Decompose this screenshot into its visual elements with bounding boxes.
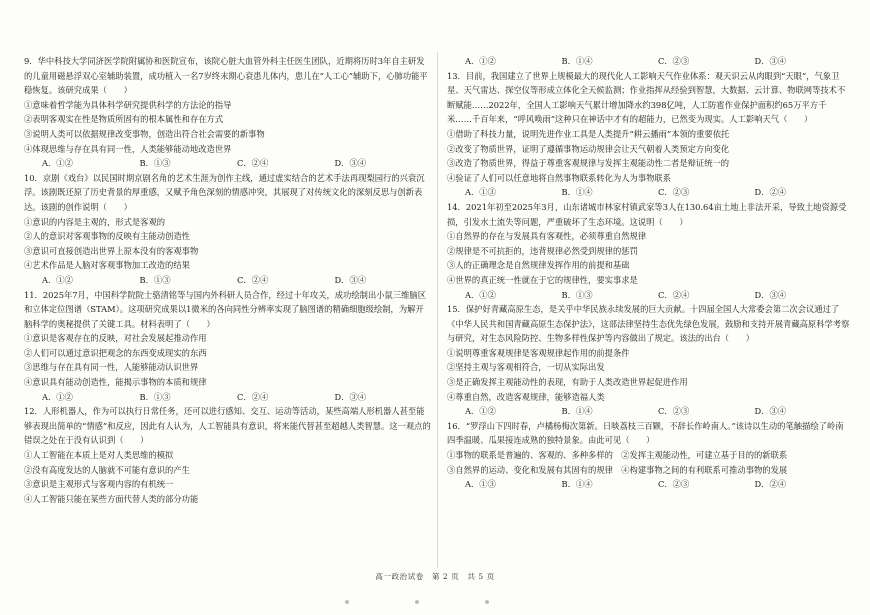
statement-item: ①意识是客观存在的反映，对社会发展起推动作用 (24, 333, 207, 344)
statement-item: ①人工智能在本质上是对人类思维的模拟 (24, 450, 174, 461)
question-stem: 16．“罗浮山下四时春，卢橘杨梅次第新。日啖荔枝三百颗，不辞长作岭南人。”该诗以生动的笔触描绘了岭南四季温暖、瓜果接连成熟的独特景象。由此可见（ ） (447, 420, 844, 446)
answer-option[interactable]: B．①④ (561, 479, 593, 490)
right-column (447, 54, 851, 492)
statement-item: ②没有高度发达的人脑就不可能有意识的产生 (24, 464, 190, 475)
answer-option[interactable]: B．①③ (139, 158, 171, 169)
answer-option[interactable]: A．①③ (465, 479, 496, 490)
answer-options (24, 156, 432, 171)
question-block (447, 302, 851, 419)
answer-options (447, 288, 851, 303)
column-divider (437, 52, 438, 568)
question-stem: 15．保护好青藏高原生态，是关乎中华民族永续发展的巨大贡献。十四届全国人大常委会第二次会议通过了《中华人民共和国青藏高原生态保护法》，这部法律坚持生态优先绿色发展，鼓励和支持开展青藏高原科学考察与研究，对生态风险防控、生物多样性保护等内容做出了规定。该法的出台（ ） (447, 304, 850, 344)
question-block (447, 69, 851, 200)
answer-option[interactable]: D．②④ (754, 187, 787, 198)
answer-option[interactable]: D．③④ (334, 274, 367, 285)
statement-item: ①事物的联系是普遍的、客观的、多种多样的 ②发挥主观能动性，可建立基于目的的新联系 (447, 450, 788, 461)
question-stem: 11．2025年7月，中国科学院院士骆清铭等与国内外科研人员合作，经过十年攻关，成功绘制出小鼠三维脑区和立体定位图谱（STAM）。这项研究成果以1微米的各向同性分辨率实现了脑图谱的精确细胞级绘制，为解开脑科学的奥秘提供了关键工具。材料表明了（ ） (24, 289, 427, 329)
left-column (24, 54, 432, 506)
page-footer: 高一政治试卷 第 2 页 共 5 页 (375, 572, 495, 581)
question-block (447, 200, 851, 302)
statement-item: ②人的意识对客观事物的反映有主能动创造性 (24, 231, 190, 242)
statement-item: ③说明人类可以依据规律改变事物，创造出符合社会需要的新事物 (24, 128, 265, 139)
statement-item: ③意识是主观形式与客观内容的有机统一 (24, 479, 174, 490)
statement-item: ②人们可以通过意识把观念的东西变成现实的东西 (24, 347, 207, 358)
statement-item: ④世界的真正统一性就在于它的规律性，要实事求是 (447, 274, 638, 285)
answer-option[interactable]: B．①④ (561, 187, 593, 198)
answer-option[interactable]: D．②④ (754, 479, 787, 490)
statement-item: ①意味着哲学能为具体科学研究提供科学的方法论的指导 (24, 99, 232, 110)
answer-option[interactable]: A．①② (42, 158, 73, 169)
question-stem: 10．京剧《戏台》以民国时期京剧名角的艺术生涯为创作主线，通过虚实结合的艺术手法再现梨园行的兴衰沉浮。该剧既还原了历史背景的厚重感，又赋予角色深刻的情感冲突，其展现了对传统文化的深刻反思与创新表达。该剧的创作说明（ ） (24, 172, 425, 212)
answer-options (24, 390, 432, 405)
scan-binding-marks (325, 596, 545, 608)
answer-option[interactable]: C．②③ (658, 187, 690, 198)
statement-item: ④意识具有能动创造性，能揭示事物的本质和规律 (24, 377, 207, 388)
answer-options (447, 54, 851, 69)
answer-option[interactable]: B．①③ (139, 391, 171, 402)
statement-item: ①自然界的存在与发展具有客观性，必须尊重自然规律 (447, 231, 647, 242)
question-stem: 9．华中科技大学同济医学院附属协和医院宣布，该院心脏大血管外科主任医生团队，近期将历时3年自主研发的儿童用磁悬浮双心室辅助装置，成功植入一名7岁终末期心衰患儿体内，患儿在“人工心”辅助下，心肺功能平稳恢复。该研究成果（ ） (24, 56, 428, 96)
answer-option[interactable]: A．①② (465, 56, 496, 66)
statement-item: ①借助了科技力量，说明先进作业工具是人类提升“耕云播雨”本领的重要依托 (447, 128, 730, 139)
answer-option[interactable]: B．①④ (561, 56, 593, 66)
answer-option[interactable]: D．③④ (754, 289, 787, 300)
question-stem: 14．2021年初至2025年3月，山东诸城市林家村镇武家等3人在130.64亩土地上非法开采，导致土地资源受损，引发水土流失等问题，严重破坏了生态环境。这说明（ ） (447, 201, 847, 227)
question-stem: 12．人形机器人，作为可以执行日常任务，还可以进行感知、交互、运动等活动，某些高端人形机器人甚至能够表现出简单的“情感”和反应，因此有人认为，人工智能具有意识，将来能代替甚至超越人类智慧。这一观点的错误之处在于没有认识到（ ） (24, 406, 431, 446)
statement-item: ③意识可直接创造出世界上原本没有的客观事物 (24, 245, 199, 256)
answer-option[interactable]: A．①② (465, 289, 496, 300)
question-block (447, 419, 851, 492)
statement-item: ④人工智能只能在某些方面代替人类的部分功能 (24, 493, 199, 504)
answer-option[interactable]: A．①② (465, 406, 496, 417)
question-block (24, 404, 432, 506)
answer-option[interactable]: C．②③ (658, 56, 690, 66)
statement-item: ②改变了物质世界，证明了遵循事物运动规律会让天气朝着人类预定方向变化 (447, 143, 730, 154)
answer-options (24, 273, 432, 288)
answer-option[interactable]: C．②④ (658, 289, 690, 300)
statement-item: ③思维与存在具有同一性，人能够能动认识世界 (24, 362, 199, 373)
statement-item: ①意识的内容是主观的，形式是客观的 (24, 216, 166, 227)
statement-item: ②坚持主观与客观相符合，一切从实际出发 (447, 362, 605, 373)
statement-item: ①说明尊重客观规律是客观规律起作用的前提条件 (447, 347, 630, 358)
answer-option[interactable]: A．①③ (465, 187, 496, 198)
statement-item: ③人的正确理念是自然规律发挥作用的前提和基础 (447, 260, 630, 271)
answer-option[interactable]: D．③④ (334, 391, 367, 402)
question-block (24, 171, 432, 288)
answer-option[interactable]: C．②④ (237, 391, 269, 402)
answer-option[interactable]: D．③④ (754, 56, 787, 66)
answer-options (447, 185, 851, 200)
answer-option[interactable]: B．①③ (139, 274, 171, 285)
question-stem: 13．目前，我国建立了世界上规模最大的现代化人工影响天气作业体系：观天识云从肉眼到“天眼”，气象卫星、天气雷达、探空仪等形成立体化全天候监测；作业指挥从经验到智慧，大数据、云计算、物联网等技术不断赋能……2022年，全国人工影响天气累计增加降水约398亿吨，人工防雹作业保护面积约65万平方千米……千百年来，“呼风唤雨”这种只在神话中才有的超能力，已然变为现实。人工影响天气（ ） (447, 70, 846, 125)
answer-option[interactable]: B．①③ (561, 289, 593, 300)
statement-item: ③是正确发挥主观能动性的表现，有助于人类改造世界起促进作用 (447, 377, 688, 388)
statement-item: ③自然界的运动、变化和发展有其固有的规律 ④构建事物之间的有利联系可推动事物的发展 (447, 464, 788, 475)
statement-item: ④体现思维与存在具有同一性，人类能够能动地改造世界 (24, 143, 232, 154)
statement-item: ③改造了物质世界，得益于尊重客观规律与发挥主观能动性二者是辩证统一的 (447, 158, 730, 169)
statement-item: ④验证了人们可以任意地将自然事物联系转化为人为事物联系 (447, 172, 672, 183)
answer-option[interactable]: D．③④ (334, 158, 367, 169)
statement-item: ④尊重自然，改造客观规律，能够造福人类 (447, 391, 605, 402)
answer-option[interactable]: C．②③ (658, 406, 690, 417)
answer-option[interactable]: C．②④ (237, 274, 269, 285)
answer-option[interactable]: C．②③ (658, 479, 690, 490)
statement-item: ②规律是不可抗拒的，违背规律必然受到规律的惩罚 (447, 245, 638, 256)
answer-option[interactable]: A．①② (42, 274, 73, 285)
answer-options (447, 404, 851, 419)
statement-item: ④艺术作品是人脑对客观事物加工改造的结果 (24, 260, 190, 271)
question-block (447, 54, 851, 69)
answer-option[interactable]: B．①④ (561, 406, 593, 417)
answer-option[interactable]: D．③④ (754, 406, 787, 417)
answer-option[interactable]: C．②④ (237, 158, 269, 169)
answer-option[interactable]: A．①② (42, 391, 73, 402)
question-block (24, 288, 432, 405)
statement-item: ②表明客观实在性是物质所固有的根本属性和存在方式 (24, 114, 224, 125)
answer-options (447, 477, 851, 492)
question-block (24, 54, 432, 171)
